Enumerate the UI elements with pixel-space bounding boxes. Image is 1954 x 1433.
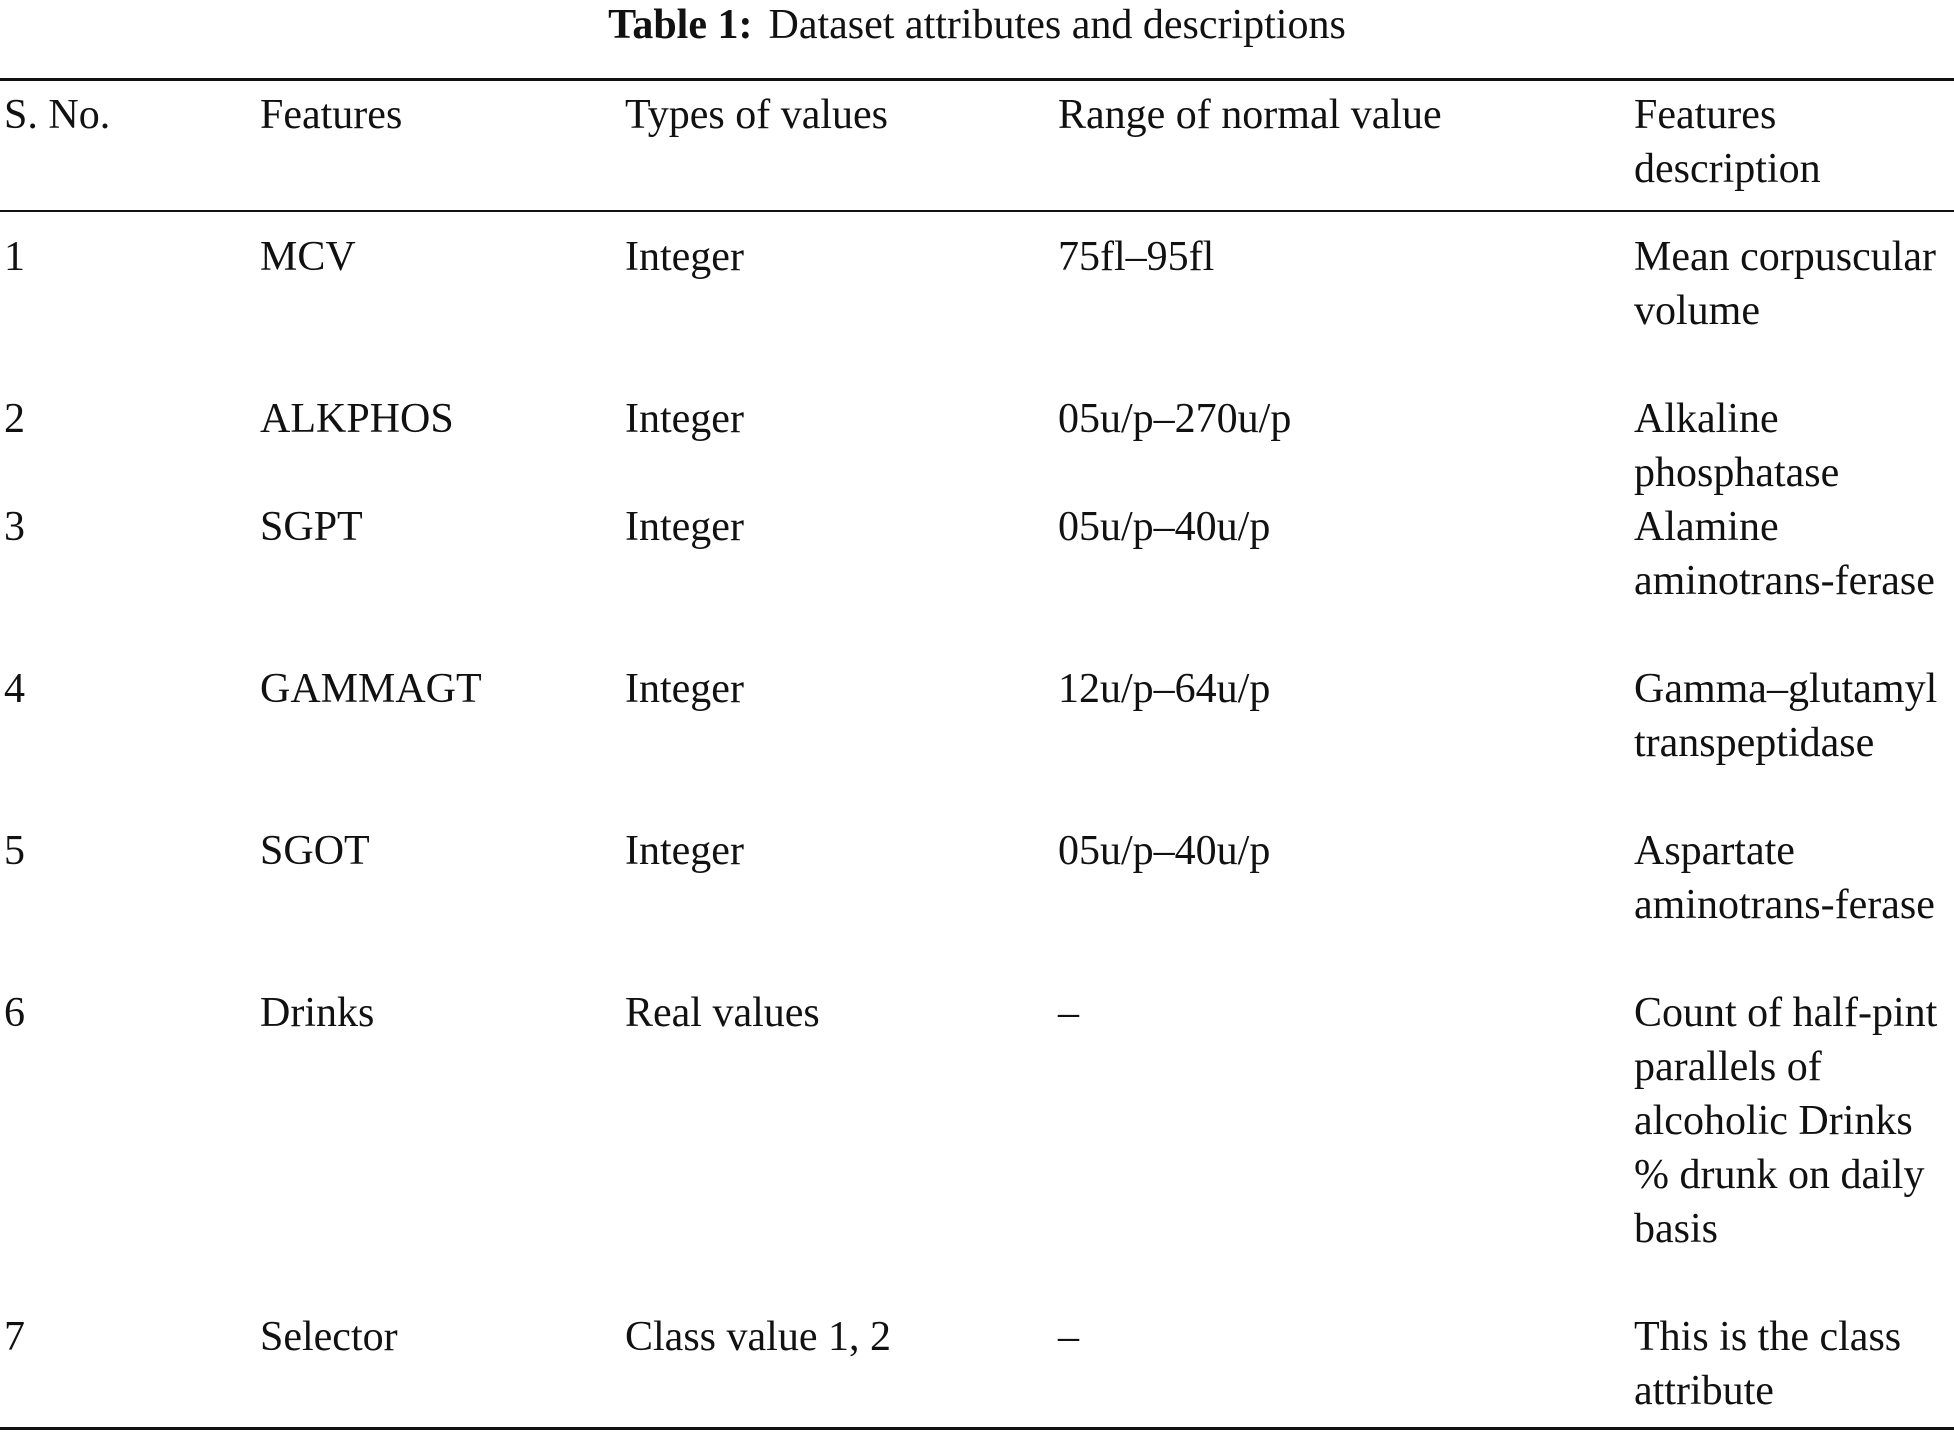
caption-label: Table 1:	[608, 2, 753, 48]
row-2-range: 05u/p–270u/p	[1058, 396, 1292, 442]
header-sno: S. No.	[4, 92, 111, 138]
row-2-type: Integer	[625, 396, 744, 442]
row-5-range: 05u/p–40u/p	[1058, 828, 1271, 874]
row-2-description: Alkaline phosphatase	[1634, 396, 1840, 496]
header-range: Range of normal value	[1058, 92, 1442, 138]
row-1-range: 75fl–95fl	[1058, 234, 1215, 280]
row-7-feature: Selector	[260, 1314, 398, 1360]
header-types: Types of values	[625, 92, 888, 138]
row-4-feature: GAMMAGT	[260, 666, 482, 712]
row-5-feature: SGOT	[260, 828, 370, 874]
row-7-sno: 7	[4, 1314, 25, 1360]
caption-text: Dataset attributes and descriptions	[768, 2, 1346, 48]
table-caption	[0, 0, 1954, 50]
row-6-range: –	[1058, 990, 1079, 1036]
row-4-description: Gamma–glutamyl transpeptidase	[1634, 666, 1938, 766]
row-7-range: –	[1058, 1314, 1079, 1360]
row-4-range: 12u/p–64u/p	[1058, 666, 1271, 712]
row-2-sno: 2	[4, 396, 25, 442]
row-5-description: Aspartate aminotrans-ferase	[1634, 828, 1935, 928]
row-3-feature: SGPT	[260, 504, 363, 550]
row-5-type: Integer	[625, 828, 744, 874]
row-4-type: Integer	[625, 666, 744, 712]
row-4-sno: 4	[4, 666, 25, 712]
row-7-type: Class value 1, 2	[625, 1314, 891, 1360]
row-2-feature: ALKPHOS	[260, 396, 454, 442]
row-6-sno: 6	[4, 990, 25, 1036]
bottom-rule	[0, 1427, 1954, 1430]
row-1-feature: MCV	[260, 234, 356, 280]
row-6-type: Real values	[625, 990, 820, 1036]
header-description: Features description	[1634, 92, 1821, 192]
top-rule	[0, 78, 1954, 81]
row-1-sno: 1	[4, 234, 25, 280]
row-1-description: Mean corpuscular volume	[1634, 234, 1937, 334]
header-rule	[0, 210, 1954, 212]
row-3-sno: 3	[4, 504, 25, 550]
row-6-description: Count of half-pint parallels of alcoholic Drinks % drunk on daily basis	[1634, 990, 1938, 1252]
row-5-sno: 5	[4, 828, 25, 874]
row-1-type: Integer	[625, 234, 744, 280]
row-3-type: Integer	[625, 504, 744, 550]
row-3-description: Alamine aminotrans-ferase	[1634, 504, 1935, 604]
row-6-feature: Drinks	[260, 990, 375, 1036]
header-features: Features	[260, 92, 403, 138]
row-7-description: This is the class attribute	[1634, 1314, 1902, 1414]
row-3-range: 05u/p–40u/p	[1058, 504, 1271, 550]
